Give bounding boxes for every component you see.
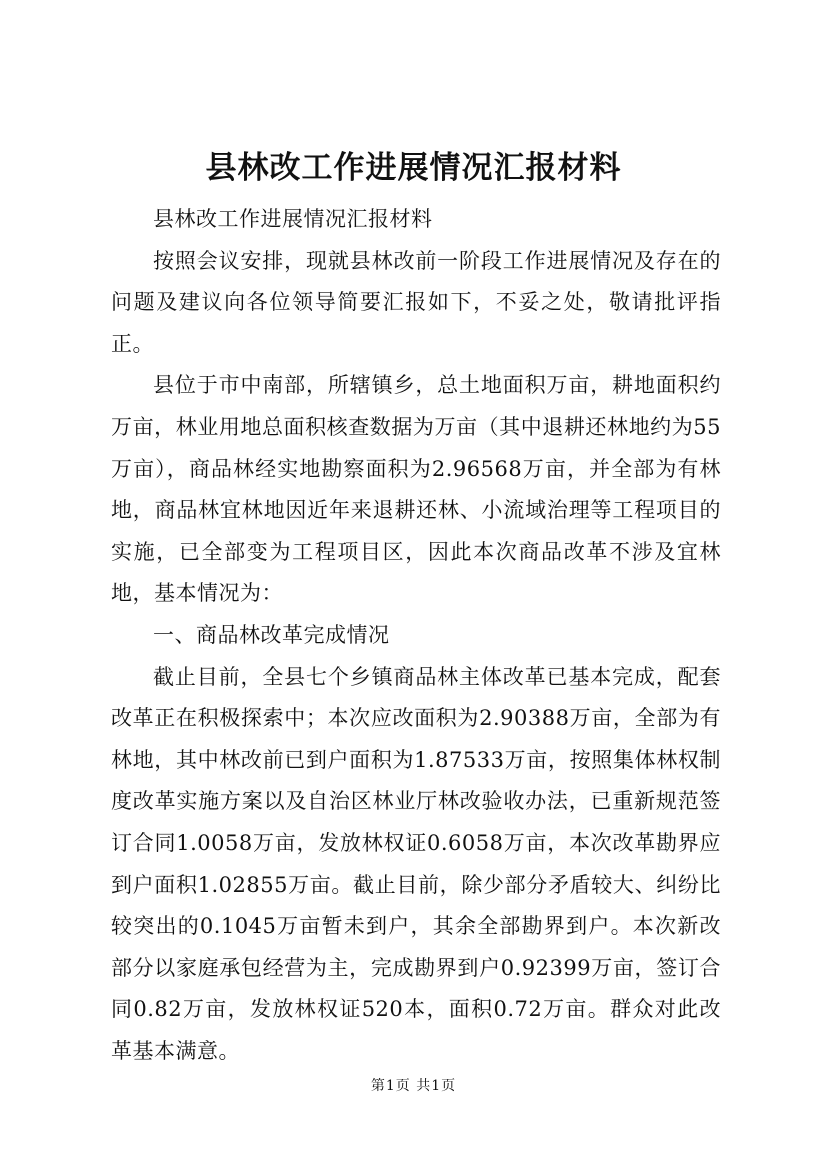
section-heading-1: 一、商品林改革完成情况 [153, 622, 390, 647]
document-title: 县林改工作进展情况汇报材料 [205, 150, 622, 186]
body-paragraph-subtitle: 县林改工作进展情况汇报材料 [153, 207, 433, 231]
document-body [111, 199, 721, 1072]
body-paragraph-overview: 县位于市中南部，所辖镇乡，总土地面积万亩，耕地面积约万亩，林业用地总面积核查数据为万亩（其中退耕还林地约为55万亩），商品林经实地勘察面积为2.96568万亩，并全部为有林地，商品林宜林地因近年来退耕还林、小流域治理等工程项目的实施，已全部变为工程项目区，因此本次商品改革不涉及宜林地，基本情况为： [111, 373, 721, 606]
page-footer: 第1页 共1页 [370, 1078, 457, 1094]
body-paragraph-progress: 截止目前，全县七个乡镇商品林主体改革已基本完成，配套改革正在积极探索中；本次应改面积为2.90388万亩，全部为有林地，其中林改前已到户面积为1.87533万亩，按照集体林权制度改革实施方案以及自治区林业厅林改验收办法，已重新规范签订合同1.0058万亩，发放林权证0.6058万亩，本次改革勘界应到户面积1.02855万亩。截止目前，除少部分矛盾较大、纠纷比较突出的0.1045万亩暂未到户，其余全部勘界到户。本次新改部分以家庭承包经营为主，完成勘界到户0.92399万亩，签订合同0.82万亩，发放林权证520本，面积0.72万亩。群众对此改革基本满意。 [111, 664, 721, 1063]
body-paragraph-intro: 按照会议安排，现就县林改前一阶段工作进展情况及存在的问题及建议向各位领导简要汇报如下，不妥之处，敬请批评指正。 [111, 248, 721, 356]
